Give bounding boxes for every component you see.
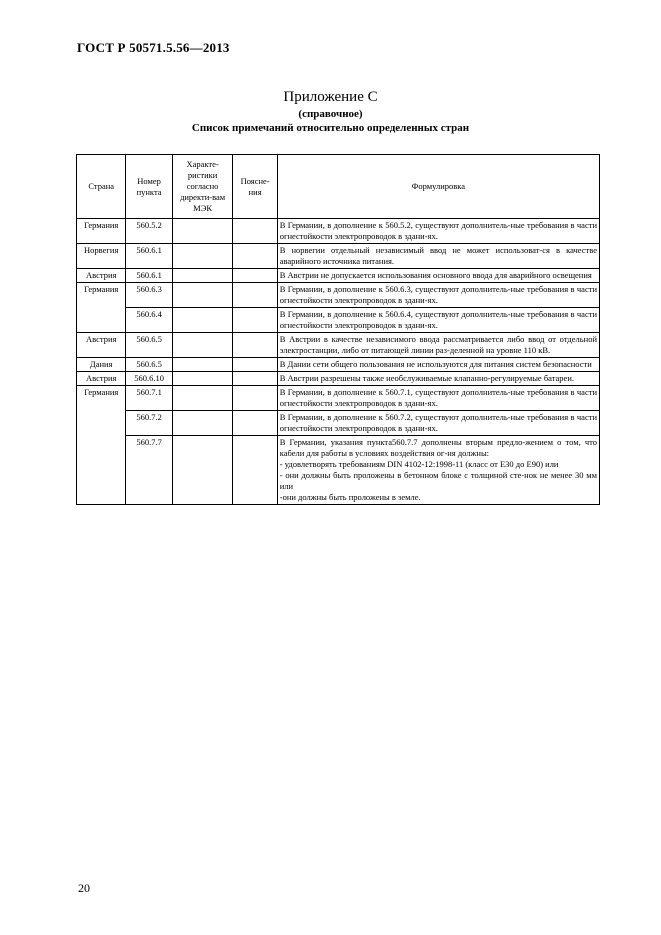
wording-cell: В Австрии в качестве независимого ввода рассматривается либо ввод от отдельной электростанции, либо от питающей линии раз-деленной на уровне 110 кВ. <box>277 333 599 358</box>
table-row <box>77 219 600 244</box>
clause-number-cell: 560.6.10 <box>126 372 172 386</box>
wording-cell: В норвегии отдельный независимый ввод не может использоват-ся в качестве аварийного источника питания. <box>277 244 599 269</box>
iec-characteristics-cell <box>172 244 233 269</box>
table-row <box>77 358 600 372</box>
wording-cell: В Австрии не допускается использования основного ввода для аварийного освещения <box>277 269 599 283</box>
column-header-clause-number: Номер пункта <box>126 155 172 219</box>
wording-cell: В Австрии разрешены также необслуживаемые клапанно-регулируемые батареи. <box>277 372 599 386</box>
explanations-cell <box>233 372 277 386</box>
document-code: ГОСТ Р 50571.5.56—2013 <box>77 40 230 55</box>
table-row <box>77 372 600 386</box>
iec-characteristics-cell <box>172 308 233 333</box>
country-cell: Германия <box>77 219 126 244</box>
explanations-cell <box>233 436 277 505</box>
explanations-cell <box>233 269 277 283</box>
clause-number-cell: 560.6.5 <box>126 358 172 372</box>
iec-characteristics-cell <box>172 386 233 411</box>
column-header-wording: Формулировка <box>277 155 599 219</box>
iec-characteristics-cell <box>172 411 233 436</box>
wording-cell: В Германии, в дополнение к 560.6.3, существуют дополнитель-ные требования в части огнестойкости электропроводок в здани-ях. <box>277 283 599 308</box>
explanations-cell <box>233 308 277 333</box>
page-number: 20 <box>78 881 90 895</box>
table-row <box>77 244 600 269</box>
iec-characteristics-cell <box>172 283 233 308</box>
clause-number-cell: 560.6.5 <box>126 333 172 358</box>
clause-number-cell: 560.7.1 <box>126 386 172 411</box>
wording-cell: В Германии, в дополнение к 560.7.1, существуют дополнитель-ные требования в части огнестойкости электропроводок в здани-ях. <box>277 386 599 411</box>
iec-characteristics-cell <box>172 358 233 372</box>
clause-number-cell: 560.7.7 <box>126 436 172 505</box>
table-row <box>77 386 600 411</box>
iec-characteristics-cell <box>172 219 233 244</box>
wording-cell: В Германии, в дополнение к 560.6.4, существуют дополнитель-ные требования в части огнестойкости электропроводок в здани-ях. <box>277 308 599 333</box>
country-cell: Норвегия <box>77 244 126 269</box>
appendix-subtitle: (справочное) <box>298 108 363 120</box>
appendix-heading: Список примечаний относительно определенных стран <box>191 122 470 134</box>
table-row <box>77 269 600 283</box>
clause-number-cell: 560.5.2 <box>126 219 172 244</box>
table-row <box>77 333 600 358</box>
country-cell: Германия <box>77 283 126 333</box>
iec-characteristics-cell <box>172 372 233 386</box>
explanations-cell <box>233 283 277 308</box>
country-cell: Австрия <box>77 269 126 283</box>
clause-number-cell: 560.6.1 <box>126 244 172 269</box>
table-row <box>77 308 600 333</box>
iec-characteristics-cell <box>172 436 233 505</box>
iec-characteristics-cell <box>172 333 233 358</box>
explanations-cell <box>233 411 277 436</box>
table-row <box>77 436 600 505</box>
table-row <box>77 283 600 308</box>
clause-number-cell: 560.7.2 <box>126 411 172 436</box>
column-header-country: Страна <box>77 155 126 219</box>
country-notes-table <box>76 154 600 505</box>
country-cell: Австрия <box>77 372 126 386</box>
wording-cell: В Германии, указания пункта560.7.7 дополнены вторым предло-жением о том, что кабели для работы в условиях воздействия ог-ня должны: - удовлетворять требованиям DIN 4102-12:1998-11 (класс от E30 до E90) или - они должны быть проложены в бетонном блоке с толщиной сте-нок не менее 30 мм или -они должны быть проложены в земле. <box>277 436 599 505</box>
column-header-explanations: Поясне-ния <box>233 155 277 219</box>
table-body <box>77 219 600 505</box>
country-cell: Дания <box>77 358 126 372</box>
column-header-iec-characteristics: Характе-ристики согласно директи-вам МЭК <box>172 155 233 219</box>
explanations-cell <box>233 219 277 244</box>
country-cell: Австрия <box>77 333 126 358</box>
table-row <box>77 411 600 436</box>
explanations-cell <box>233 244 277 269</box>
table-header-row <box>77 155 600 219</box>
explanations-cell <box>233 333 277 358</box>
wording-cell: В Германии, в дополнение к 560.5.2, существуют дополнитель-ные требования в части огнестойкости электропроводок в здани-ях. <box>277 219 599 244</box>
clause-number-cell: 560.6.4 <box>126 308 172 333</box>
appendix-title: Приложение С <box>283 89 378 105</box>
clause-number-cell: 560.6.3 <box>126 283 172 308</box>
wording-cell: В Германии, в дополнение к 560.7.2, существуют дополнитель-ные требования в части огнестойкости электропроводок в здани-ях. <box>277 411 599 436</box>
explanations-cell <box>233 386 277 411</box>
explanations-cell <box>233 358 277 372</box>
country-cell: Германия <box>77 386 126 505</box>
clause-number-cell: 560.6.1 <box>126 269 172 283</box>
iec-characteristics-cell <box>172 269 233 283</box>
wording-cell: В Дании сети общего пользования не используются для питания систем безопасности <box>277 358 599 372</box>
